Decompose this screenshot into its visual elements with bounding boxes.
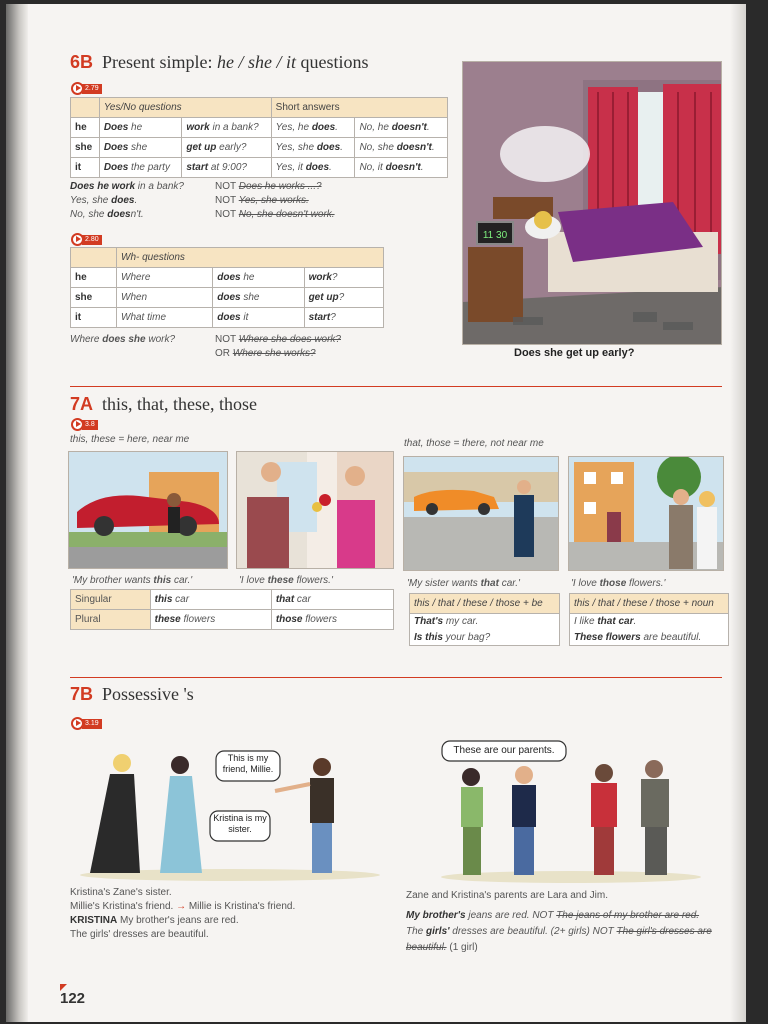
number-cell: Plural xyxy=(71,610,151,630)
alarm-clock-display: 11 30 xyxy=(482,230,508,241)
audio-track-2-80[interactable]: 2.80 xyxy=(71,233,102,246)
possessive-examples-right: Zane and Kristina's parents are Lara and Jim. My brother's jeans are red. NOT The jeans of my brother are red. The girls' dresses are beautiful. (2+ girls) NOT The girl's dresses are beautiful. (1 girl) xyxy=(406,890,712,953)
section-divider xyxy=(70,677,722,678)
far-rule: that, those = there, not near me xyxy=(404,438,544,449)
flowers-gift-illustration xyxy=(236,451,394,569)
speech-bubble-sister: Kristina is my sister. xyxy=(213,813,267,834)
yes-no-questions-table xyxy=(70,97,448,178)
bedroom-illustration xyxy=(462,61,722,345)
house-couple-illustration xyxy=(568,456,724,571)
note-correct: Does he work in a bank? xyxy=(70,181,184,192)
table-row xyxy=(71,158,448,178)
textbook-page xyxy=(6,4,746,1022)
red-car-illustration xyxy=(68,451,228,569)
section-code: 7A xyxy=(70,394,94,414)
pronoun-cell: it xyxy=(71,158,100,178)
table-row xyxy=(71,590,394,610)
short-answer-yes: Yes, he does. xyxy=(271,118,355,138)
note-correct: Yes, she does. xyxy=(70,195,138,206)
note-incorrect: NOT Yes, she works. xyxy=(215,195,309,206)
far-cell: those flowers xyxy=(271,610,393,630)
possessive-example: Kristina's Zane's sister. xyxy=(70,887,172,898)
near-cell: this car xyxy=(150,590,271,610)
section-7b-heading xyxy=(70,684,194,705)
auxiliary-cell: does he xyxy=(213,268,304,288)
play-icon xyxy=(71,418,84,431)
section-6b-heading xyxy=(70,52,369,73)
short-answer-yes: Yes, it does. xyxy=(271,158,355,178)
verb-cell: work in a bank? xyxy=(182,118,271,138)
near-cell: these flowers xyxy=(150,610,271,630)
note-row xyxy=(70,208,335,222)
illustration-caption: Does she get up early? xyxy=(514,347,635,359)
table-row xyxy=(71,138,448,158)
pronoun-cell: it xyxy=(71,308,117,328)
caption-those-flowers: 'I love those flowers.' xyxy=(571,578,666,589)
short-answer-yes: Yes, she does. xyxy=(271,138,355,158)
possessive-example: The girls' dresses are beautiful. xyxy=(70,929,209,940)
table-cell: These flowers are beautiful. xyxy=(570,630,729,646)
table-cell: That's my car. xyxy=(410,614,560,630)
parents-illustration xyxy=(436,737,706,885)
possessive-examples-left xyxy=(70,886,390,942)
note-row xyxy=(70,180,335,194)
play-icon xyxy=(71,82,84,95)
caption-this-car: 'My brother wants this car.' xyxy=(72,575,193,586)
verb-cell: start at 9:00? xyxy=(182,158,271,178)
arrow-icon: → xyxy=(176,901,187,912)
number-cell: Singular xyxy=(71,590,151,610)
table-cell: I like that car. xyxy=(570,614,729,630)
table-header: this / that / these / those + be xyxy=(410,594,560,614)
table-header: this / that / these / those + noun xyxy=(570,594,729,614)
orange-car-illustration xyxy=(403,456,559,571)
note-incorrect: NOT No, she doesn't work. xyxy=(215,209,335,220)
table-header: Yes/No questions xyxy=(99,98,271,118)
wh-questions-table xyxy=(70,247,384,328)
far-cell: that car xyxy=(271,590,393,610)
demonstrative-be-table xyxy=(409,593,560,646)
pronoun-cell: she xyxy=(71,138,100,158)
table-header: Wh- questions xyxy=(117,248,384,268)
table-row xyxy=(71,308,384,328)
section-title: this, that, these, those xyxy=(102,394,257,414)
near-rule: this, these = here, near me xyxy=(70,434,190,445)
play-icon xyxy=(71,717,84,730)
note-row xyxy=(70,194,335,208)
speech-bubble-parents: These are our parents. xyxy=(453,745,555,756)
table-row xyxy=(71,610,394,630)
table-cell: Is this your bag? xyxy=(410,630,560,646)
auxiliary-cell: does she xyxy=(213,288,304,308)
question-cell: Does she xyxy=(99,138,182,158)
possessive-example: KRISTINA My brother's jeans are red. xyxy=(70,915,239,926)
caption-these-flowers: 'I love these flowers.' xyxy=(239,575,333,586)
table-header: Short answers xyxy=(271,98,447,118)
auxiliary-cell: does it xyxy=(213,308,304,328)
wh-word-cell: Where xyxy=(117,268,213,288)
page-edge-shadow xyxy=(730,4,746,1022)
wh-question-notes: Where does she work? NOT Where she does work? OR Where she works? xyxy=(70,334,341,359)
note-incorrect: NOT Does he works ...? xyxy=(215,181,322,192)
question-cell: Does the party xyxy=(99,158,182,178)
page-number: 122 xyxy=(60,990,86,1007)
wh-word-cell: What time xyxy=(117,308,213,328)
short-answer-no: No, he doesn't. xyxy=(355,118,448,138)
this-that-table xyxy=(70,589,394,630)
section-7a-heading xyxy=(70,394,257,415)
table-row xyxy=(71,288,384,308)
section-code: 7B xyxy=(70,684,94,704)
section-divider xyxy=(70,386,722,387)
table-row xyxy=(71,268,384,288)
table-row xyxy=(71,118,448,138)
introduction-illustration xyxy=(70,739,380,884)
wh-word-cell: When xyxy=(117,288,213,308)
possessive-example: Millie's Kristina's friend. → Millie is Kristina's friend. xyxy=(70,901,296,912)
book-spine-shadow xyxy=(6,4,28,1022)
question-cell: Does he xyxy=(99,118,182,138)
verb-cell: get up? xyxy=(304,288,383,308)
short-answer-no: No, she doesn't. xyxy=(355,138,448,158)
question-notes xyxy=(70,180,335,222)
section-code: 6B xyxy=(70,52,94,72)
audio-track-3-8[interactable]: 3.8 xyxy=(71,418,98,431)
pronoun-cell: he xyxy=(71,268,117,288)
section-title: Present simple: he / she / it questions xyxy=(102,52,369,72)
note-correct: No, she doesn't. xyxy=(70,209,144,220)
caption-that-car: 'My sister wants that car.' xyxy=(407,578,520,589)
demonstrative-noun-table xyxy=(569,593,729,646)
section-title: Possessive 's xyxy=(102,684,194,704)
short-answer-no: No, it doesn't. xyxy=(355,158,448,178)
audio-track-2-79[interactable]: 2.79 xyxy=(71,82,102,95)
verb-cell: start? xyxy=(304,308,383,328)
verb-cell: get up early? xyxy=(182,138,271,158)
audio-track-3-19[interactable]: 3.19 xyxy=(71,717,102,730)
verb-cell: work? xyxy=(304,268,383,288)
speech-bubble-millie: This is my friend, Millie. xyxy=(222,753,274,774)
pronoun-cell: she xyxy=(71,288,117,308)
pronoun-cell: he xyxy=(71,118,100,138)
play-icon xyxy=(71,233,84,246)
